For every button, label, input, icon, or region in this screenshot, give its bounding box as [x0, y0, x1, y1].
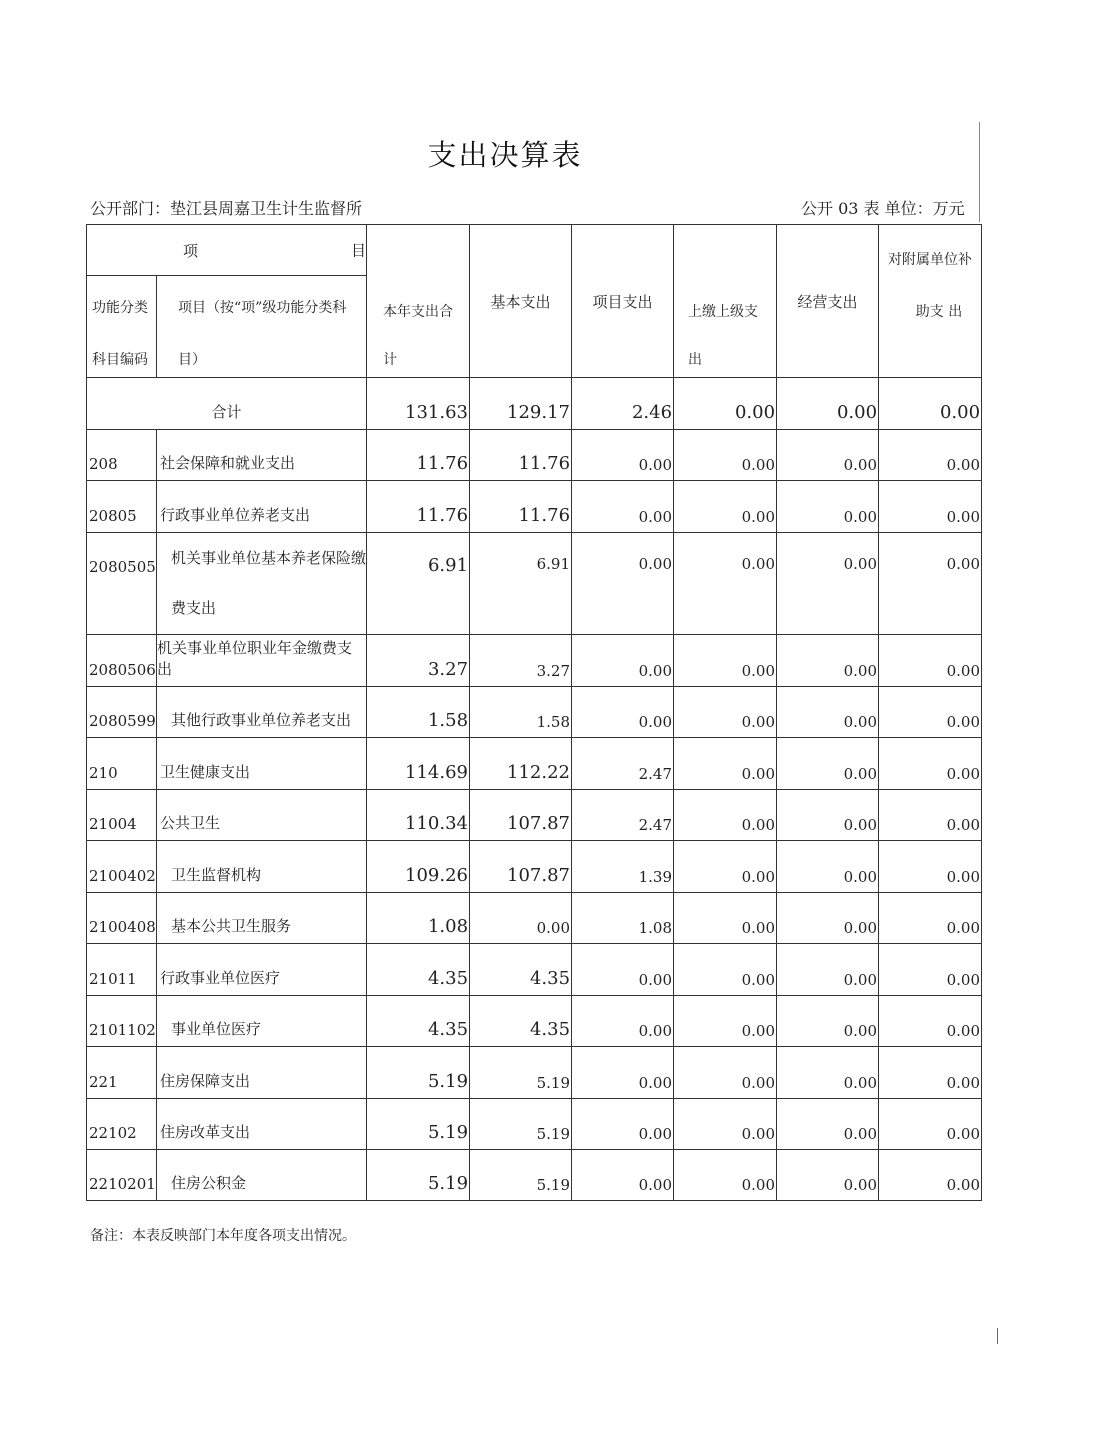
row-upper: 0.00 — [674, 996, 777, 1047]
row-upper: 0.00 — [674, 481, 777, 533]
header-total — [367, 225, 470, 378]
table-row — [87, 841, 982, 893]
row-subsidy: 0.00 — [879, 893, 982, 944]
row-name: 卫生健康支出 — [157, 738, 367, 790]
row-subsidy: 0.00 — [879, 687, 982, 738]
row-basic: 5.19 — [470, 1047, 572, 1099]
total-project: 2.46 — [572, 378, 674, 430]
row-business: 0.00 — [777, 996, 879, 1047]
row-project: 0.00 — [572, 481, 674, 533]
row-code: 208 — [87, 430, 157, 481]
row-business: 0.00 — [777, 738, 879, 790]
table-row — [87, 687, 982, 738]
row-basic: 107.87 — [470, 841, 572, 893]
expenditure-table — [86, 224, 982, 1201]
row-basic: 3.27 — [470, 635, 572, 687]
header-upper-l1: 上缴上级支 — [688, 304, 759, 320]
row-total: 1.58 — [367, 687, 470, 738]
row-total: 5.19 — [367, 1047, 470, 1099]
row-basic: 107.87 — [470, 790, 572, 841]
table-row — [87, 944, 982, 996]
row-project: 1.39 — [572, 841, 674, 893]
row-basic: 11.76 — [470, 481, 572, 533]
row-code: 2100402 — [87, 841, 157, 893]
row-basic: 4.35 — [470, 944, 572, 996]
row-name-l2: 费支出 — [171, 599, 217, 617]
row-business: 0.00 — [777, 790, 879, 841]
row-basic: 0.00 — [470, 893, 572, 944]
row-code: 2100408 — [87, 893, 157, 944]
table-row — [87, 533, 982, 635]
row-code: 21004 — [87, 790, 157, 841]
row-subsidy: 0.00 — [879, 1047, 982, 1099]
footnote: 备注：本表反映部门本年度各项支出情况。 — [90, 1228, 356, 1244]
row-upper: 0.00 — [674, 1047, 777, 1099]
row-subsidy: 0.00 — [879, 996, 982, 1047]
row-name: 住房公积金 — [157, 1150, 367, 1201]
row-business: 0.00 — [777, 893, 879, 944]
row-business: 0.00 — [777, 430, 879, 481]
row-code: 21011 — [87, 944, 157, 996]
row-code: 2080505 — [87, 533, 157, 635]
row-total: 109.26 — [367, 841, 470, 893]
header-item-a: 项 — [183, 241, 199, 260]
row-code: 2210201 — [87, 1150, 157, 1201]
table-row — [87, 790, 982, 841]
table-row — [87, 1047, 982, 1099]
row-code: 2101102 — [87, 996, 157, 1047]
row-project: 0.00 — [572, 1150, 674, 1201]
table-row — [87, 481, 982, 533]
row-subsidy: 0.00 — [879, 944, 982, 996]
header-total-l2: 计 — [383, 352, 398, 368]
row-total: 4.35 — [367, 944, 470, 996]
row-code: 210 — [87, 738, 157, 790]
row-upper: 0.00 — [674, 738, 777, 790]
row-upper: 0.00 — [674, 635, 777, 687]
row-business: 0.00 — [777, 1150, 879, 1201]
department-label: 公开部门：垫江县周嘉卫生计生监督所 — [90, 199, 363, 218]
row-project: 0.00 — [572, 635, 674, 687]
row-upper: 0.00 — [674, 893, 777, 944]
table-row — [87, 893, 982, 944]
row-total: 5.19 — [367, 1099, 470, 1150]
row-upper: 0.00 — [674, 1099, 777, 1150]
row-business: 0.00 — [777, 635, 879, 687]
row-total: 114.69 — [367, 738, 470, 790]
row-business: 0.00 — [777, 1099, 879, 1150]
row-project: 0.00 — [572, 1099, 674, 1150]
total-total: 131.63 — [367, 378, 470, 430]
row-name-l1: 机关事业单位基本养老保险缴 — [171, 549, 367, 567]
row-name: 基本公共卫生服务 — [157, 893, 367, 944]
row-name: 住房改革支出 — [157, 1099, 367, 1150]
row-project: 0.00 — [572, 533, 674, 635]
row-subsidy: 0.00 — [879, 790, 982, 841]
row-name: 机关事业单位职业年金缴费支出 — [157, 635, 367, 687]
row-name: 行政事业单位医疗 — [157, 944, 367, 996]
row-project: 2.47 — [572, 738, 674, 790]
row-basic: 6.91 — [470, 533, 572, 635]
row-subsidy: 0.00 — [879, 1099, 982, 1150]
row-business: 0.00 — [777, 944, 879, 996]
row-code: 20805 — [87, 481, 157, 533]
row-business: 0.00 — [777, 533, 879, 635]
row-code: 2080599 — [87, 687, 157, 738]
total-business: 0.00 — [777, 378, 879, 430]
total-row — [87, 378, 982, 430]
row-total: 11.76 — [367, 430, 470, 481]
row-total: 3.27 — [367, 635, 470, 687]
row-total: 110.34 — [367, 790, 470, 841]
total-upper: 0.00 — [674, 378, 777, 430]
row-business: 0.00 — [777, 841, 879, 893]
total-basic: 129.17 — [470, 378, 572, 430]
row-name: 社会保障和就业支出 — [157, 430, 367, 481]
header-subsidy-l1: 对附属单位补 — [888, 252, 973, 268]
row-project: 0.00 — [572, 996, 674, 1047]
header-item-name-l2: 目） — [178, 351, 206, 368]
row-subsidy: 0.00 — [879, 841, 982, 893]
table-row — [87, 738, 982, 790]
row-subsidy: 0.00 — [879, 1150, 982, 1201]
page-title: 支出决算表 — [427, 138, 583, 172]
header-item-group — [87, 225, 367, 276]
row-subsidy: 0.00 — [879, 533, 982, 635]
row-upper: 0.00 — [674, 944, 777, 996]
table-row — [87, 1150, 982, 1201]
header-item-name-l1: 项目（按“项”级功能分类科 — [178, 299, 347, 316]
row-upper: 0.00 — [674, 1150, 777, 1201]
row-project: 0.00 — [572, 430, 674, 481]
total-label: 合计 — [87, 378, 367, 430]
row-basic: 4.35 — [470, 996, 572, 1047]
row-project: 1.08 — [572, 893, 674, 944]
row-total: 5.19 — [367, 1150, 470, 1201]
row-total: 6.91 — [367, 533, 470, 635]
row-code: 22102 — [87, 1099, 157, 1150]
row-upper: 0.00 — [674, 430, 777, 481]
header-func-code — [87, 276, 157, 378]
header-project: 项目支出 — [572, 225, 674, 378]
row-total: 4.35 — [367, 996, 470, 1047]
header-total-l1: 本年支出合 — [383, 304, 454, 320]
header-item-name — [157, 276, 367, 378]
header-func-code-l1: 功能分类 — [92, 299, 148, 316]
row-basic: 1.58 — [470, 687, 572, 738]
row-project: 0.00 — [572, 687, 674, 738]
header-subsidy — [879, 225, 982, 378]
row-upper: 0.00 — [674, 790, 777, 841]
row-basic: 5.19 — [470, 1099, 572, 1150]
row-total: 11.76 — [367, 481, 470, 533]
row-basic: 11.76 — [470, 430, 572, 481]
row-project: 2.47 — [572, 790, 674, 841]
row-name: 行政事业单位养老支出 — [157, 481, 367, 533]
total-subsidy: 0.00 — [879, 378, 982, 430]
row-upper: 0.00 — [674, 687, 777, 738]
table-row — [87, 1099, 982, 1150]
row-business: 0.00 — [777, 481, 879, 533]
row-upper: 0.00 — [674, 533, 777, 635]
row-name: 其他行政事业单位养老支出 — [157, 687, 367, 738]
row-subsidy: 0.00 — [879, 738, 982, 790]
row-name — [157, 533, 367, 635]
header-subsidy-l2: 助支 出 — [915, 304, 963, 320]
row-code: 221 — [87, 1047, 157, 1099]
row-project: 0.00 — [572, 1047, 674, 1099]
row-code: 2080506 — [87, 635, 157, 687]
header-basic: 基本支出 — [470, 225, 572, 378]
table-row — [87, 430, 982, 481]
header-func-code-l2: 科目编码 — [92, 351, 148, 368]
unit-label: 公开 03 表 单位：万元 — [801, 199, 965, 218]
table-row — [87, 996, 982, 1047]
row-subsidy: 0.00 — [879, 635, 982, 687]
row-name: 事业单位医疗 — [157, 996, 367, 1047]
header-business: 经营支出 — [777, 225, 879, 378]
row-name: 住房保障支出 — [157, 1047, 367, 1099]
row-total: 1.08 — [367, 893, 470, 944]
row-subsidy: 0.00 — [879, 481, 982, 533]
header-upper-l2: 出 — [688, 352, 703, 368]
row-basic: 5.19 — [470, 1150, 572, 1201]
header-upper — [674, 225, 777, 378]
header-item-b: 目 — [351, 241, 367, 260]
row-subsidy: 0.00 — [879, 430, 982, 481]
row-business: 0.00 — [777, 687, 879, 738]
row-business: 0.00 — [777, 1047, 879, 1099]
row-name: 公共卫生 — [157, 790, 367, 841]
row-basic: 112.22 — [470, 738, 572, 790]
row-name: 卫生监督机构 — [157, 841, 367, 893]
row-upper: 0.00 — [674, 841, 777, 893]
table-row — [87, 635, 982, 687]
page-mark-line — [997, 1328, 998, 1344]
row-project: 0.00 — [572, 944, 674, 996]
